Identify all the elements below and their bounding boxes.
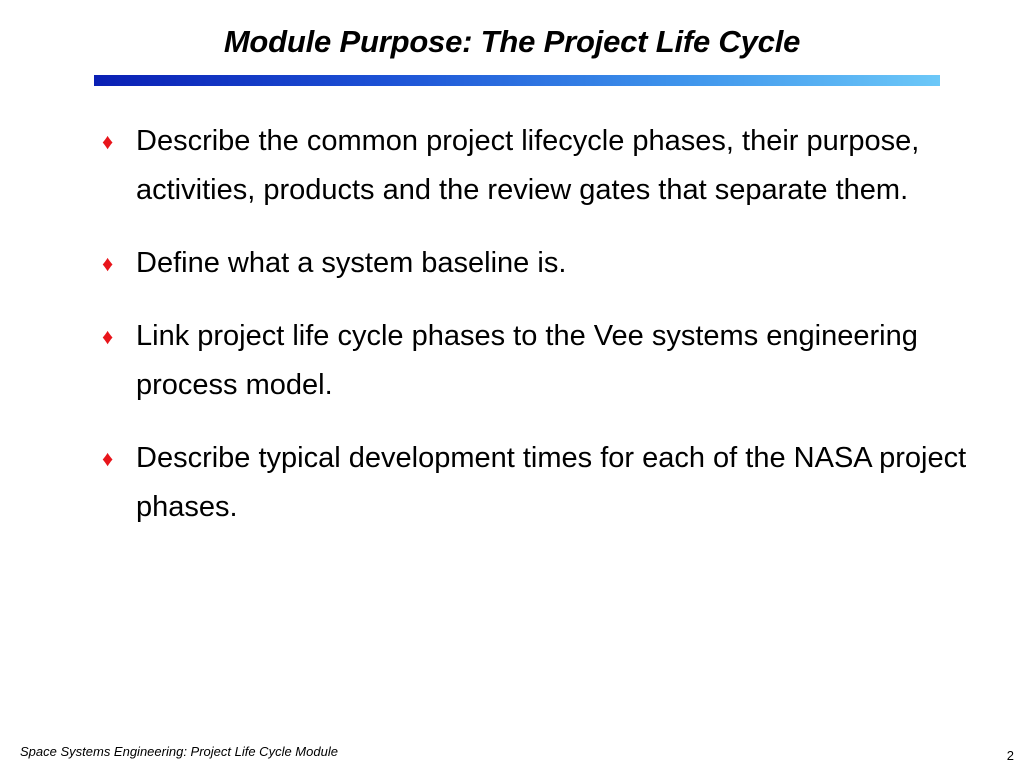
bullet-item: [100, 117, 980, 215]
title-gradient-rule: [94, 75, 940, 86]
bullet-item: [100, 312, 980, 410]
page-number: 2: [1006, 748, 1014, 763]
bullet-item: [100, 239, 980, 288]
bullet-text: Link project life cycle phases to the Vee systems engineering process model.: [136, 320, 918, 401]
diamond-bullet-icon: ♦: [102, 324, 114, 349]
footer-text: Space Systems Engineering: Project Life Cycle Module: [20, 744, 338, 759]
slide-title: Module Purpose: The Project Life Cycle: [223, 24, 801, 59]
diamond-bullet-icon: ♦: [102, 129, 114, 154]
bullet-text: Describe typical development times for each of the NASA project phases.: [136, 442, 967, 523]
bullet-text: Describe the common project lifecycle phases, their purpose, activities, products and the review gates that separate them.: [136, 125, 920, 206]
diamond-bullet-icon: ♦: [102, 251, 114, 276]
bullet-list: [100, 117, 980, 556]
diamond-bullet-icon: ♦: [102, 446, 114, 471]
bullet-item: [100, 434, 980, 532]
bullet-text: Define what a system baseline is.: [136, 247, 567, 279]
